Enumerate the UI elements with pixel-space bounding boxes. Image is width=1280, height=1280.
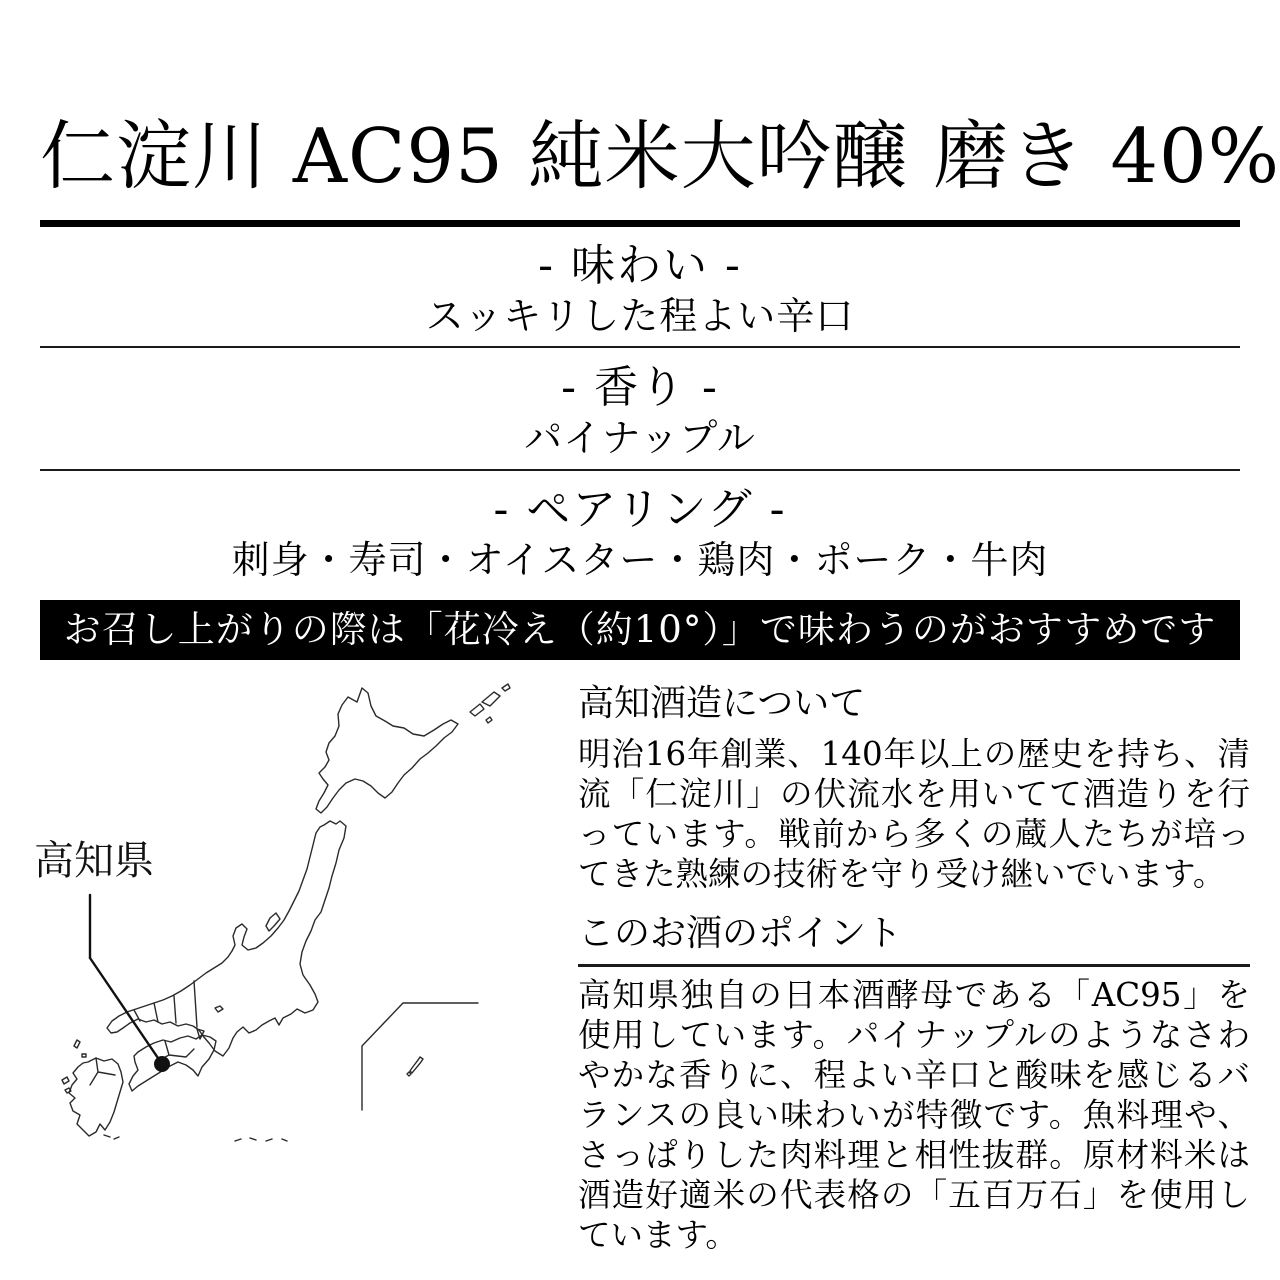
section-pairing bbox=[40, 484, 1240, 584]
section-aroma bbox=[40, 362, 1240, 462]
brewery-info-column bbox=[578, 682, 1250, 1273]
brewery-about-text: 明治16年創業、140年以上の歴史を持ち、清流「仁淀川」の伏流水を用いてて酒造りを行っています。戦前から多くの蔵人たちが培ってきた熟練の技術を守り受け継いでいます。 bbox=[578, 735, 1250, 893]
aroma-value: パイナップル bbox=[524, 416, 756, 460]
product-title: 仁淀川 AC95 純米大吟醸 磨き 40% bbox=[40, 112, 1280, 200]
taste-value: スッキリした程よい辛口 bbox=[425, 294, 855, 338]
serving-recommendation-banner: お召し上がりの際は「花冷え（約10°）」で味わうのがおすすめです bbox=[40, 600, 1240, 660]
map-label-kochi: 高知県 bbox=[34, 838, 154, 884]
taste-heading: - 味わい - bbox=[538, 240, 742, 291]
map-outline bbox=[62, 684, 510, 1141]
okinawa-islands bbox=[407, 1057, 423, 1076]
prefecture-marker-dot bbox=[154, 1056, 170, 1072]
section-divider bbox=[40, 346, 1240, 348]
sake-point-text: 高知県独自の日本酒酵母である「AC95」を使用しています。パイナップルのようなさわやかな香りに、程よい辛口と酸味を感じるバランスの良い味わいが特徴です。魚料理や、さっぱりした肉料理と相性抜群。原材料米は酒造好適米の代表格の「五百万石」を使用しています。 bbox=[578, 976, 1250, 1254]
sake-point-heading: このお酒のポイント bbox=[578, 912, 1250, 967]
section-divider bbox=[40, 469, 1240, 471]
title-divider bbox=[40, 220, 1240, 227]
japan-map-figure bbox=[30, 680, 570, 1220]
section-taste bbox=[40, 240, 1240, 340]
pairing-heading: - ペアリング - bbox=[493, 484, 787, 535]
pairing-value: 刺身・寿司・オイスター・鶏肉・ポーク・牛肉 bbox=[231, 538, 1049, 582]
brewery-about-heading: 高知酒造について bbox=[578, 683, 866, 724]
map-pointer-line bbox=[90, 895, 160, 1061]
aroma-heading: - 香り - bbox=[561, 362, 719, 413]
japan-map bbox=[30, 680, 570, 1220]
